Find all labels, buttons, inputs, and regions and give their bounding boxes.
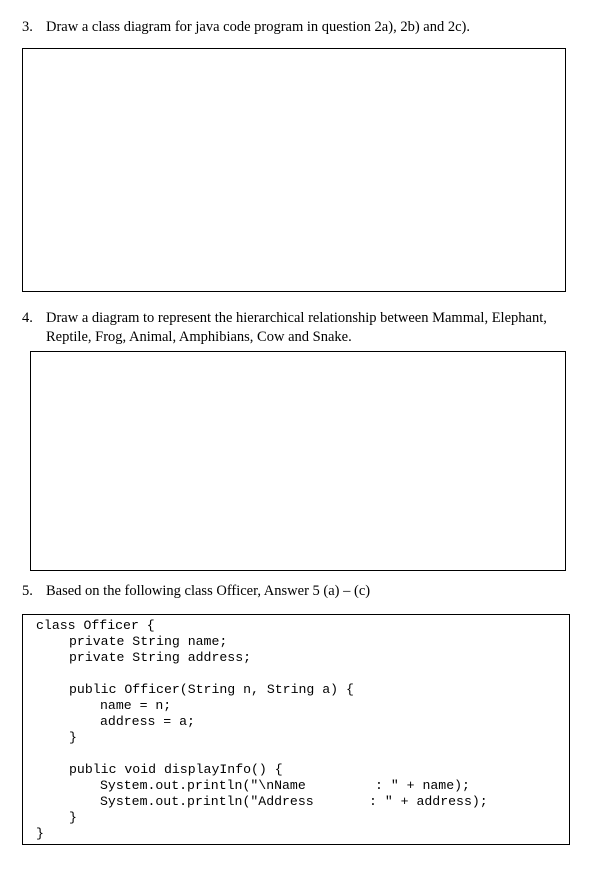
code-line-print-name-rest: : " + name); bbox=[375, 778, 470, 793]
code-line-field-name: private String name; bbox=[69, 634, 228, 649]
code-line-print-name: System.out.println("\nName bbox=[100, 778, 306, 793]
question-3-text: Draw a class diagram for java code program in question 2a), 2b) and 2c). bbox=[46, 19, 470, 35]
code-line-print-address-rest: : " + address); bbox=[369, 794, 488, 809]
code-line-constructor: public Officer(String n, String a) { bbox=[69, 682, 354, 697]
code-line-method: public void displayInfo() { bbox=[69, 762, 283, 777]
code-line-print-address: System.out.println("Address bbox=[100, 794, 314, 809]
code-listing bbox=[22, 614, 570, 845]
code-line-class-declaration: class Officer { bbox=[36, 618, 155, 633]
question-4-text: Draw a diagram to represent the hierarchical relationship between Mammal, Elephant, Reptile, Frog, Animal, Amphibians, Cow and Snake. bbox=[46, 310, 547, 345]
answer-box-3[interactable] bbox=[22, 48, 566, 292]
code-line-method-close: } bbox=[69, 810, 77, 825]
answer-box-4[interactable] bbox=[30, 351, 566, 571]
code-line-constructor-close: } bbox=[69, 730, 77, 745]
question-5 bbox=[22, 582, 582, 601]
code-line-assign-name: name = n; bbox=[100, 698, 172, 713]
code-line-class-close: } bbox=[36, 826, 44, 841]
question-3 bbox=[22, 18, 582, 37]
code-line-assign-address: address = a; bbox=[100, 714, 195, 729]
question-4-number: 4. bbox=[22, 310, 33, 326]
code-line-field-address: private String address; bbox=[69, 650, 252, 665]
question-5-text: Based on the following class Officer, Answer 5 (a) – (c) bbox=[46, 583, 371, 599]
question-4 bbox=[22, 309, 582, 347]
question-5-number: 5. bbox=[22, 583, 33, 599]
question-3-number: 3. bbox=[22, 19, 33, 35]
